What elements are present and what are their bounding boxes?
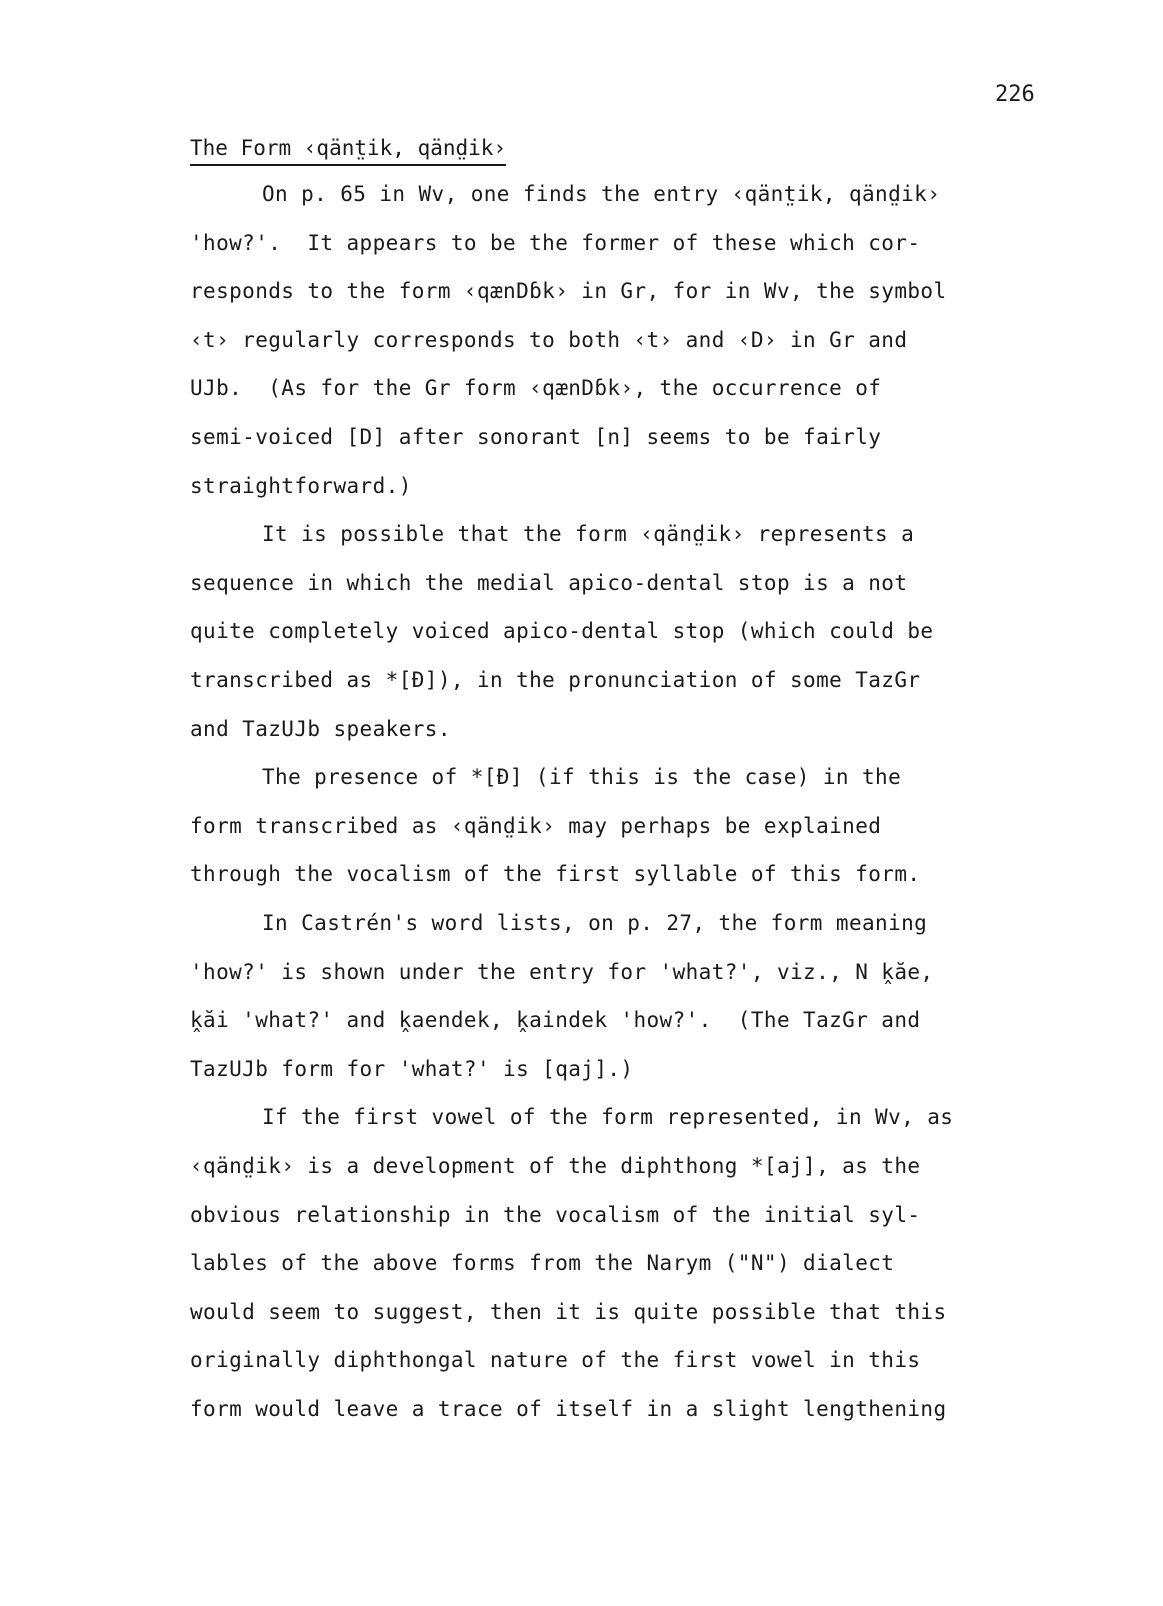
text-line: k̭ăi 'what?' and k̭aendek, k̭aindek 'how?'. (The TazGr and xyxy=(190,1008,921,1033)
text-line: transcribed as *[Đ]), in the pronunciation of some TazGr xyxy=(190,668,921,692)
text-line: sequence in which the medial apico-dental stop is a not xyxy=(190,570,908,595)
text-line: UJb. (As for the Gr form ‹qænDɓk›, the occurrence of xyxy=(190,376,882,401)
text-line: quite completely voiced apico-dental stop (which could be xyxy=(190,619,934,644)
text-line: semi-voiced [D] after sonorant [n] seems to be fairly xyxy=(190,425,882,449)
text-line: ‹t› regularly corresponds to both ‹t› and ‹D› in Gr and xyxy=(190,327,908,352)
text-line: straightforward.) xyxy=(190,473,412,498)
text-line: In Castrén's word lists, on p. 27, the form meaning xyxy=(262,911,928,935)
text-line: form transcribed as ‹qänd̤ik› may perhaps be explained xyxy=(190,813,882,838)
text-line: On p. 65 in Wv, one finds the entry ‹qänt̤ik, qänd̤ik› xyxy=(262,182,941,206)
text-line: and TazUJb speakers. xyxy=(190,716,451,741)
text-line: originally diphthongal nature of the first vowel in this xyxy=(190,1348,921,1373)
text-line: responds to the form ‹qænDɓk› in Gr, for in Wv, the symbol xyxy=(190,279,947,304)
text-line: TazUJb form for 'what?' is [qaj].) xyxy=(190,1056,634,1081)
text-line: 'how?'. It appears to be the former of these which cor- xyxy=(190,230,921,255)
text-line: 'how?' is shown under the entry for 'what?', viz., N k̭ăe, xyxy=(190,959,934,984)
text-line: If the first vowel of the form represented, in Wv, as xyxy=(262,1105,954,1130)
text-line: ‹qänd̤ik› is a development of the diphthong *[aj], as the xyxy=(190,1154,921,1178)
text-line: The presence of *[Đ] (if this is the case) in the xyxy=(262,765,902,790)
text-line: It is possible that the form ‹qänd̤ik› represents a xyxy=(262,522,915,547)
text-line: would seem to suggest, then it is quite possible that this xyxy=(190,1299,947,1324)
text-line: through the vocalism of the first syllable of this form. xyxy=(190,862,921,887)
section-heading: The Form ‹qänt̤ik, qänd̤ik› xyxy=(190,136,506,166)
text-line: obvious relationship in the vocalism of the initial syl- xyxy=(190,1202,921,1227)
text-line: lables of the above forms from the Narym ("N") dialect xyxy=(190,1251,895,1276)
page-number: 226 xyxy=(995,82,1035,107)
text-line: form would leave a trace of itself in a slight lengthening xyxy=(190,1397,947,1421)
